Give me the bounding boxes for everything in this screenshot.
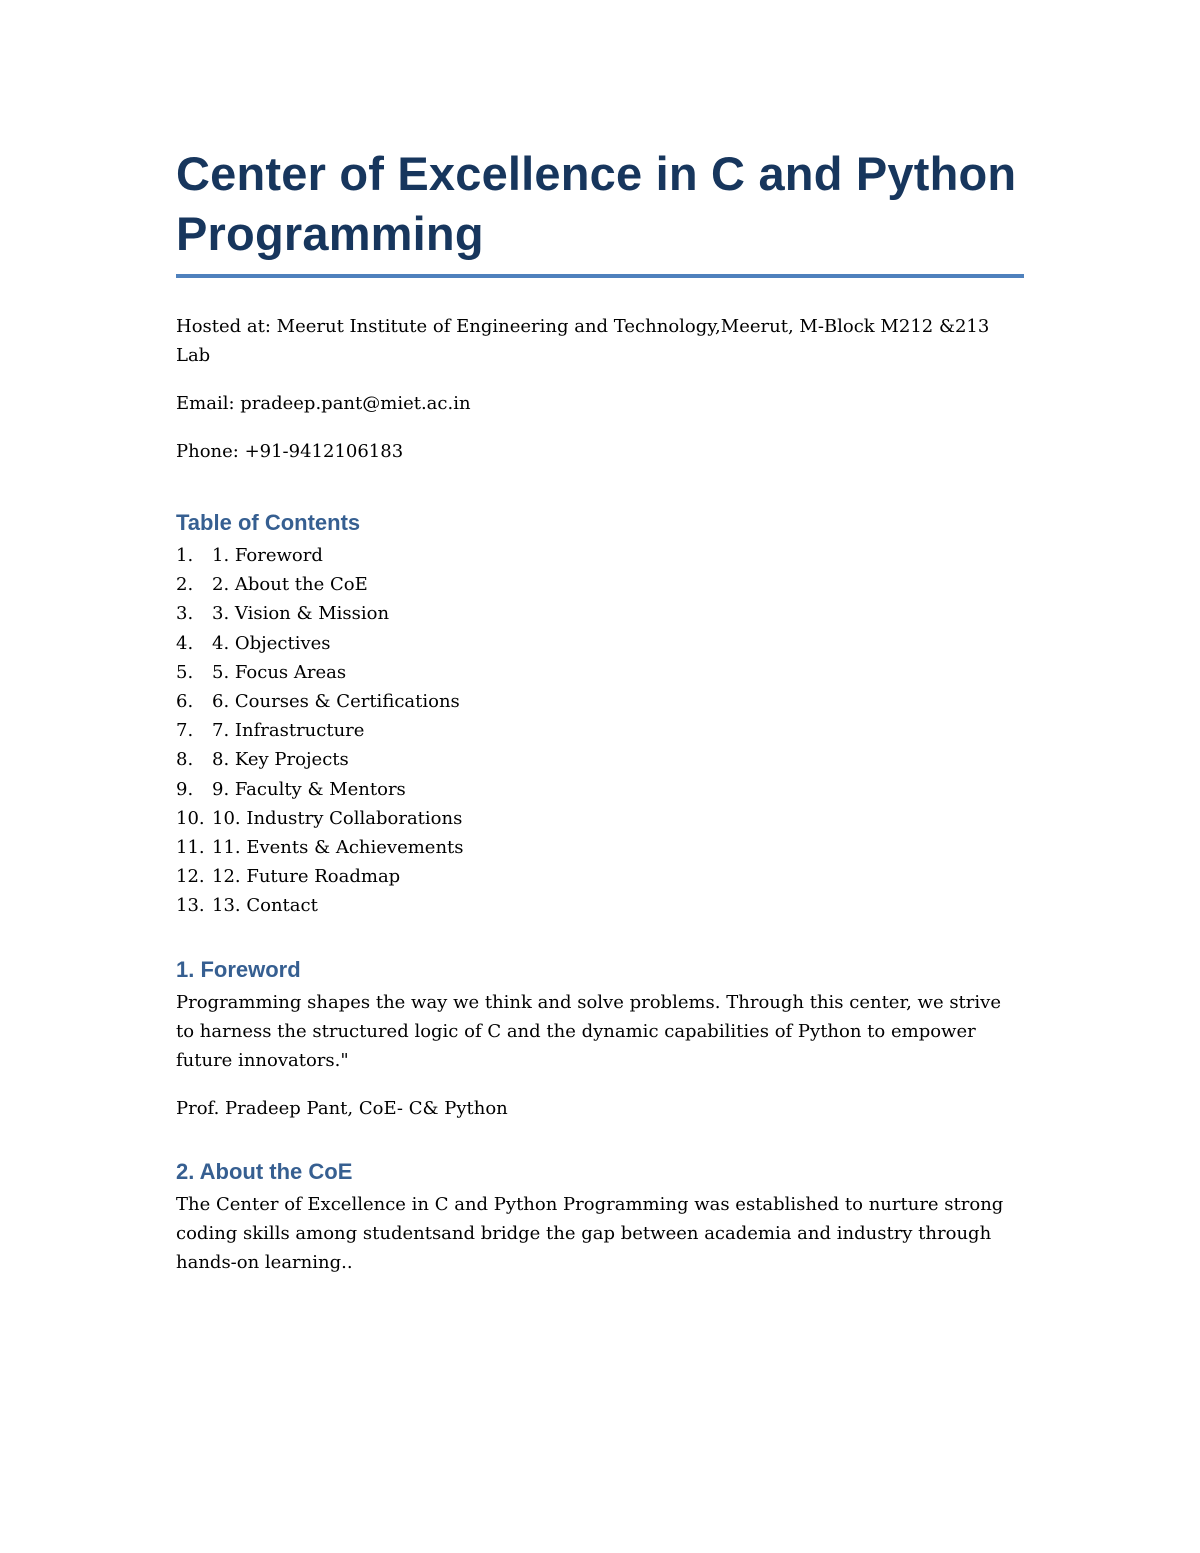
toc-item [176, 658, 1024, 687]
toc-item-number: 10. [176, 807, 205, 829]
toc-item-label: 2. About the CoE [212, 574, 368, 596]
toc-item [176, 833, 1024, 862]
toc-list [176, 541, 1024, 921]
toc-item [176, 541, 1024, 570]
toc-item [176, 775, 1024, 804]
toc-item [176, 599, 1024, 628]
toc-item-number: 9. [176, 778, 194, 800]
toc-item-label: 8. Key Projects [212, 749, 349, 771]
toc-item-label: 11. Events & Achievements [212, 837, 464, 859]
toc-item-number: 11. [176, 837, 205, 859]
toc-item-number: 1. [176, 545, 194, 566]
toc-item [176, 862, 1024, 891]
toc-item-label: 7. Infrastructure [212, 720, 365, 742]
toc-item [176, 745, 1024, 774]
toc-item [176, 687, 1024, 716]
toc-item-label: 10. Industry Collaborations [212, 807, 463, 829]
toc-item-number: 12. [176, 866, 205, 888]
toc-item-label: 13. Contact [212, 895, 318, 917]
toc-item-number: 5. [176, 661, 194, 683]
toc-item-label: 6. Courses & Certifications [212, 691, 460, 713]
toc-item-label: 5. Focus Areas [212, 661, 347, 683]
foreword-body: Programming shapes the way we think and solve problems. Through this center, we strive to harness the structured logic of C and the dynamic capabilities of Python to empower future innovators." [176, 991, 1001, 1071]
toc-item-number: 7. [176, 720, 194, 742]
toc-item-number: 4. [176, 632, 194, 654]
toc-item-number: 8. [176, 749, 194, 771]
toc-item-label: 3. Vision & Mission [212, 603, 390, 625]
toc-item [176, 629, 1024, 658]
toc-item-number: 2. [176, 574, 194, 596]
toc-item-label: 1. Foreword [212, 545, 323, 566]
hosted-at-text: Hosted at: Meerut Institute of Engineering and Technology,Meerut, M-Block M212 &213 Lab [176, 316, 990, 366]
about-heading: 2. About the CoE [176, 1158, 353, 1184]
about-body: The Center of Excellence in C and Python Programming was established to nurture strong coding skills among studentsand bridge the gap between academia and industry through hands-on learning.. [176, 1193, 1004, 1273]
phone-text: Phone: +91-9412106183 [176, 441, 404, 462]
foreword-signature: Prof. Pradeep Pant, CoE- C& Python [176, 1097, 508, 1119]
toc-item-label: 12. Future Roadmap [212, 866, 401, 888]
toc-item-number: 3. [176, 603, 194, 625]
foreword-heading: 1. Foreword [176, 956, 301, 982]
toc-item-number: 6. [176, 691, 194, 713]
toc-heading: Table of Contents [176, 510, 361, 535]
toc-item [176, 891, 1024, 920]
toc-item-number: 13. [176, 895, 205, 917]
toc-item [176, 716, 1024, 745]
email-text: Email: pradeep.pant@miet.ac.in [176, 393, 471, 414]
title-underline [176, 274, 1024, 278]
toc-item [176, 570, 1024, 599]
toc-item [176, 804, 1024, 833]
toc-item-label: 9. Faculty & Mentors [212, 778, 406, 800]
document-content [176, 144, 1024, 1296]
document-title: Center of Excellence in C and Python Programming [176, 147, 1017, 260]
toc-item-label: 4. Objectives [212, 632, 331, 654]
